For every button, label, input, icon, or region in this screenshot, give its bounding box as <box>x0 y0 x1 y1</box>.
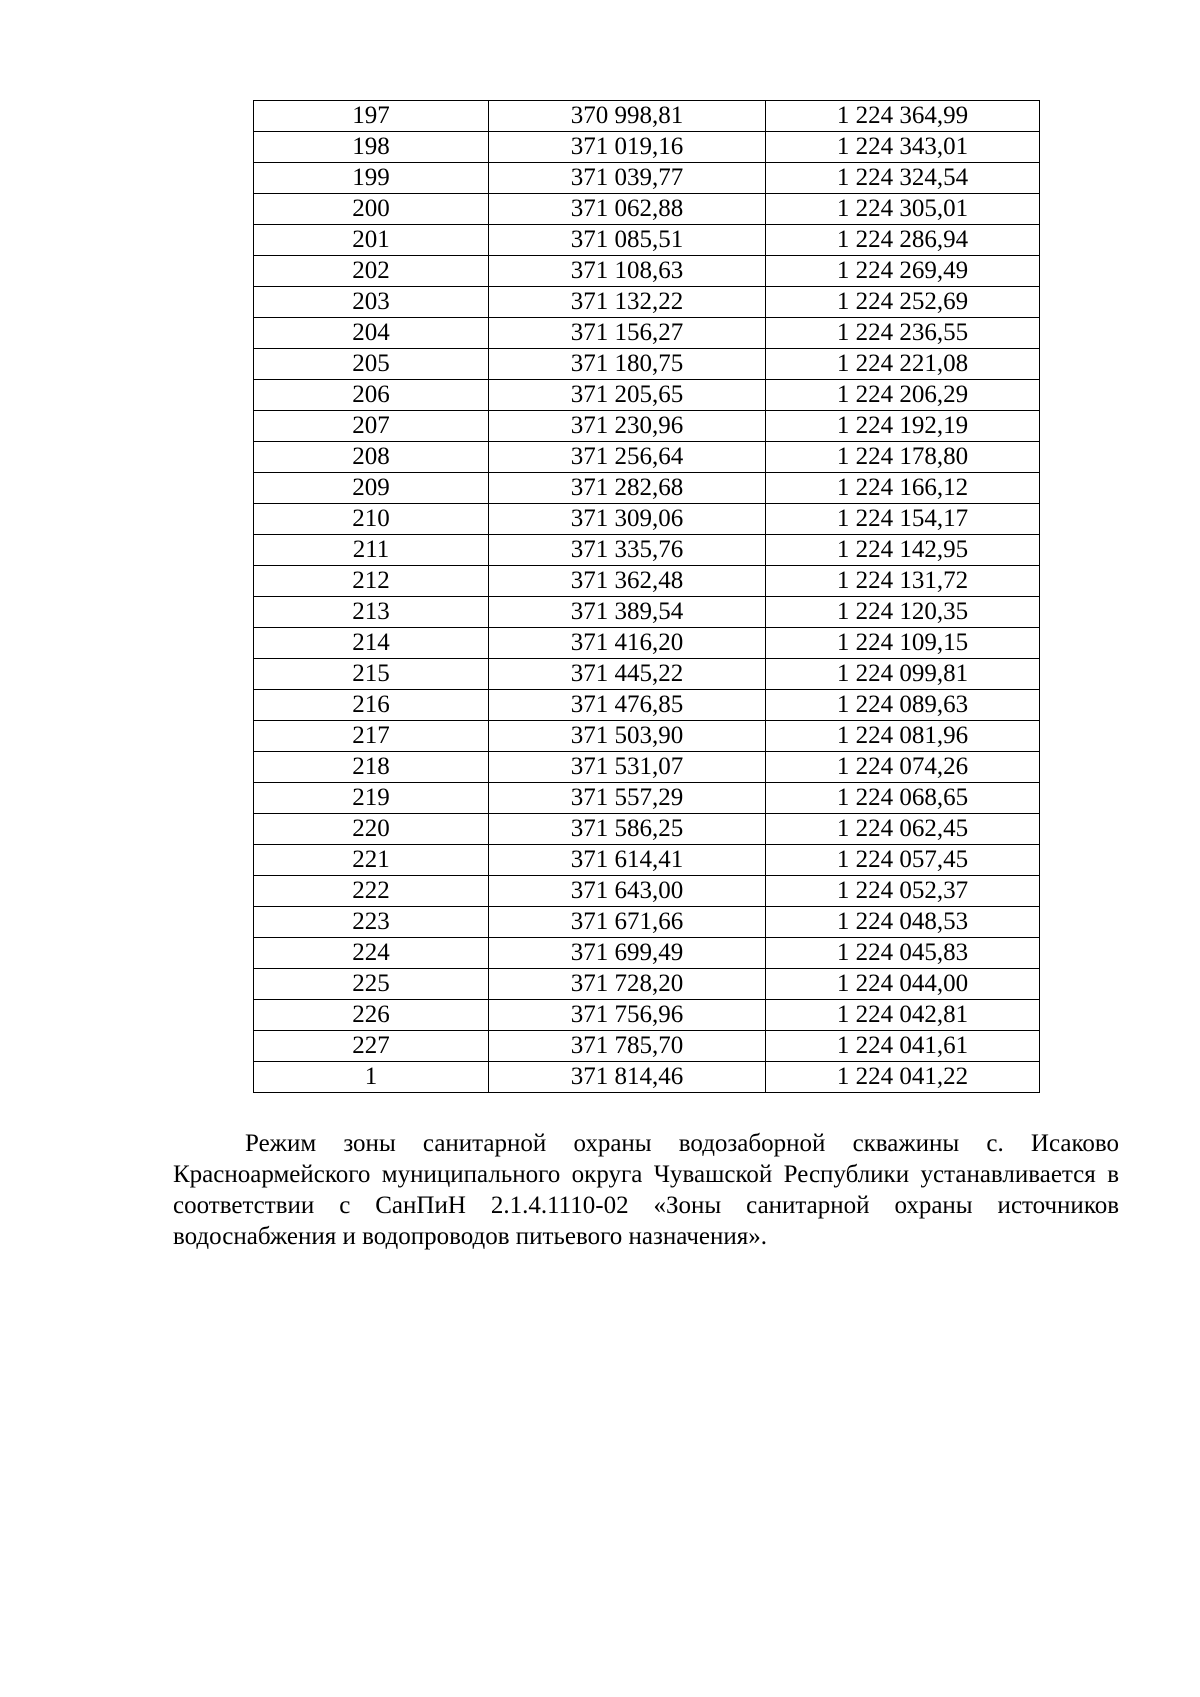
table-row <box>254 597 1040 628</box>
table-row <box>254 256 1040 287</box>
y-coordinate-cell: 1 224 081,96 <box>766 721 1040 752</box>
x-coordinate-cell: 371 671,66 <box>489 907 766 938</box>
x-coordinate-cell: 371 445,22 <box>489 659 766 690</box>
table-row <box>254 752 1040 783</box>
x-coordinate-cell: 371 389,54 <box>489 597 766 628</box>
table-row <box>254 876 1040 907</box>
y-coordinate-cell: 1 224 269,49 <box>766 256 1040 287</box>
table-row <box>254 132 1040 163</box>
y-coordinate-cell: 1 224 057,45 <box>766 845 1040 876</box>
point-number-cell: 202 <box>254 256 489 287</box>
x-coordinate-cell: 371 756,96 <box>489 1000 766 1031</box>
y-coordinate-cell: 1 224 042,81 <box>766 1000 1040 1031</box>
point-number-cell: 226 <box>254 1000 489 1031</box>
table-row <box>254 163 1040 194</box>
x-coordinate-cell: 371 699,49 <box>489 938 766 969</box>
table-row <box>254 628 1040 659</box>
x-coordinate-cell: 371 814,46 <box>489 1062 766 1093</box>
point-number-cell: 204 <box>254 318 489 349</box>
y-coordinate-cell: 1 224 052,37 <box>766 876 1040 907</box>
y-coordinate-cell: 1 224 166,12 <box>766 473 1040 504</box>
x-coordinate-cell: 371 108,63 <box>489 256 766 287</box>
table-row <box>254 659 1040 690</box>
x-coordinate-cell: 371 156,27 <box>489 318 766 349</box>
table-row <box>254 194 1040 225</box>
point-number-cell: 203 <box>254 287 489 318</box>
y-coordinate-cell: 1 224 068,65 <box>766 783 1040 814</box>
table-row <box>254 1062 1040 1093</box>
y-coordinate-cell: 1 224 154,17 <box>766 504 1040 535</box>
x-coordinate-cell: 371 728,20 <box>489 969 766 1000</box>
x-coordinate-cell: 371 643,00 <box>489 876 766 907</box>
point-number-cell: 210 <box>254 504 489 535</box>
table-row <box>254 380 1040 411</box>
table-row <box>254 473 1040 504</box>
x-coordinate-cell: 371 503,90 <box>489 721 766 752</box>
x-coordinate-cell: 371 062,88 <box>489 194 766 225</box>
x-coordinate-cell: 371 309,06 <box>489 504 766 535</box>
point-number-cell: 212 <box>254 566 489 597</box>
point-number-cell: 219 <box>254 783 489 814</box>
y-coordinate-cell: 1 224 131,72 <box>766 566 1040 597</box>
x-coordinate-cell: 371 132,22 <box>489 287 766 318</box>
y-coordinate-cell: 1 224 089,63 <box>766 690 1040 721</box>
y-coordinate-cell: 1 224 120,35 <box>766 597 1040 628</box>
y-coordinate-cell: 1 224 178,80 <box>766 442 1040 473</box>
x-coordinate-cell: 371 019,16 <box>489 132 766 163</box>
point-number-cell: 197 <box>254 101 489 132</box>
x-coordinate-cell: 371 085,51 <box>489 225 766 256</box>
y-coordinate-cell: 1 224 142,95 <box>766 535 1040 566</box>
y-coordinate-cell: 1 224 099,81 <box>766 659 1040 690</box>
x-coordinate-cell: 370 998,81 <box>489 101 766 132</box>
x-coordinate-cell: 371 416,20 <box>489 628 766 659</box>
point-number-cell: 223 <box>254 907 489 938</box>
table-row <box>254 225 1040 256</box>
point-number-cell: 214 <box>254 628 489 659</box>
point-number-cell: 216 <box>254 690 489 721</box>
point-number-cell: 199 <box>254 163 489 194</box>
y-coordinate-cell: 1 224 062,45 <box>766 814 1040 845</box>
table-row <box>254 1031 1040 1062</box>
table-row <box>254 504 1040 535</box>
y-coordinate-cell: 1 224 305,01 <box>766 194 1040 225</box>
point-number-cell: 218 <box>254 752 489 783</box>
y-coordinate-cell: 1 224 048,53 <box>766 907 1040 938</box>
table-row <box>254 318 1040 349</box>
x-coordinate-cell: 371 362,48 <box>489 566 766 597</box>
table-row <box>254 101 1040 132</box>
point-number-cell: 227 <box>254 1031 489 1062</box>
x-coordinate-cell: 371 335,76 <box>489 535 766 566</box>
table-row <box>254 783 1040 814</box>
point-number-cell: 206 <box>254 380 489 411</box>
table-row <box>254 969 1040 1000</box>
point-number-cell: 211 <box>254 535 489 566</box>
point-number-cell: 221 <box>254 845 489 876</box>
y-coordinate-cell: 1 224 221,08 <box>766 349 1040 380</box>
point-number-cell: 198 <box>254 132 489 163</box>
y-coordinate-cell: 1 224 324,54 <box>766 163 1040 194</box>
table-row <box>254 566 1040 597</box>
coordinates-table-body <box>254 101 1040 1093</box>
point-number-cell: 213 <box>254 597 489 628</box>
point-number-cell: 224 <box>254 938 489 969</box>
table-row <box>254 287 1040 318</box>
x-coordinate-cell: 371 476,85 <box>489 690 766 721</box>
y-coordinate-cell: 1 224 252,69 <box>766 287 1040 318</box>
point-number-cell: 208 <box>254 442 489 473</box>
x-coordinate-cell: 371 282,68 <box>489 473 766 504</box>
y-coordinate-cell: 1 224 074,26 <box>766 752 1040 783</box>
x-coordinate-cell: 371 230,96 <box>489 411 766 442</box>
point-number-cell: 200 <box>254 194 489 225</box>
table-row <box>254 411 1040 442</box>
point-number-cell: 222 <box>254 876 489 907</box>
table-row <box>254 349 1040 380</box>
point-number-cell: 209 <box>254 473 489 504</box>
x-coordinate-cell: 371 205,65 <box>489 380 766 411</box>
table-row <box>254 907 1040 938</box>
point-number-cell: 207 <box>254 411 489 442</box>
table-row <box>254 690 1040 721</box>
point-number-cell: 220 <box>254 814 489 845</box>
table-row <box>254 721 1040 752</box>
x-coordinate-cell: 371 039,77 <box>489 163 766 194</box>
y-coordinate-cell: 1 224 364,99 <box>766 101 1040 132</box>
table-row <box>254 535 1040 566</box>
table-row <box>254 814 1040 845</box>
y-coordinate-cell: 1 224 045,83 <box>766 938 1040 969</box>
coordinates-table <box>253 100 1040 1093</box>
point-number-cell: 225 <box>254 969 489 1000</box>
y-coordinate-cell: 1 224 192,19 <box>766 411 1040 442</box>
y-coordinate-cell: 1 224 236,55 <box>766 318 1040 349</box>
x-coordinate-cell: 371 256,64 <box>489 442 766 473</box>
y-coordinate-cell: 1 224 286,94 <box>766 225 1040 256</box>
x-coordinate-cell: 371 586,25 <box>489 814 766 845</box>
table-row <box>254 845 1040 876</box>
x-coordinate-cell: 371 531,07 <box>489 752 766 783</box>
y-coordinate-cell: 1 224 206,29 <box>766 380 1040 411</box>
point-number-cell: 1 <box>254 1062 489 1093</box>
table-row <box>254 442 1040 473</box>
y-coordinate-cell: 1 224 041,22 <box>766 1062 1040 1093</box>
table-row <box>254 1000 1040 1031</box>
sanitary-zone-paragraph: Режим зоны санитарной охраны водозаборной скважины с. Исаково Красноармейского муниципального округа Чувашской Республики устанавливается в соответствии с СанПиН 2.1.4.1110-02 «Зоны санитарной охраны источников водоснабжения и водопроводов питьевого назначения». <box>173 1130 1119 1250</box>
x-coordinate-cell: 371 180,75 <box>489 349 766 380</box>
x-coordinate-cell: 371 614,41 <box>489 845 766 876</box>
y-coordinate-cell: 1 224 044,00 <box>766 969 1040 1000</box>
point-number-cell: 205 <box>254 349 489 380</box>
y-coordinate-cell: 1 224 041,61 <box>766 1031 1040 1062</box>
point-number-cell: 217 <box>254 721 489 752</box>
x-coordinate-cell: 371 557,29 <box>489 783 766 814</box>
point-number-cell: 201 <box>254 225 489 256</box>
x-coordinate-cell: 371 785,70 <box>489 1031 766 1062</box>
y-coordinate-cell: 1 224 343,01 <box>766 132 1040 163</box>
y-coordinate-cell: 1 224 109,15 <box>766 628 1040 659</box>
point-number-cell: 215 <box>254 659 489 690</box>
table-row <box>254 938 1040 969</box>
